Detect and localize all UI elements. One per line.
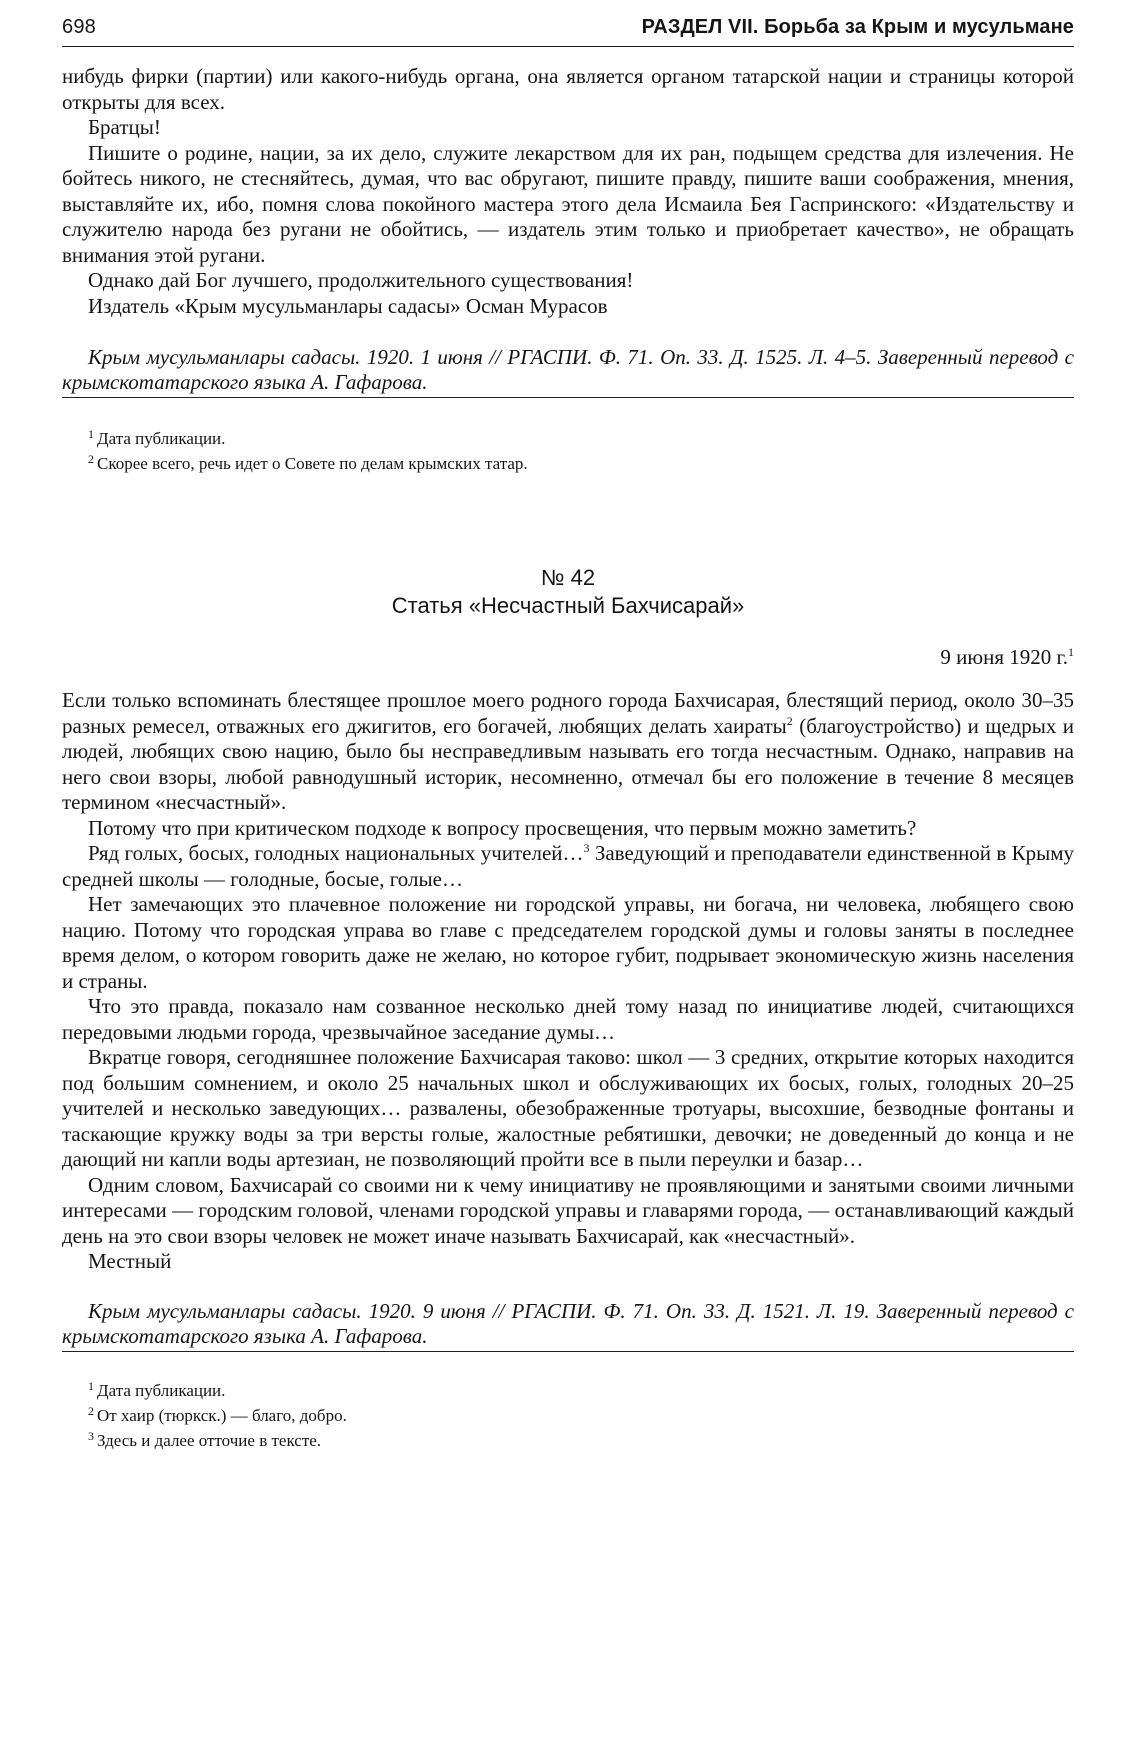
continuation-paragraph: нибудь фирки (партии) или какого-нибудь органа, она является органом татарской нации и страницы которой открыты для всех. xyxy=(62,64,1074,114)
page-number: 698 xyxy=(62,16,96,38)
paragraph-text: Если только вспоминать блестящее прошлое моего родного города Бахчисарая, блестящий период, около 30–35 разных ремесел, отважных его джигитов, его богачей, любящих делать хаираты xyxy=(62,688,1074,738)
document-number: № 42 xyxy=(540,565,596,590)
footnote-text: Дата публикации. xyxy=(97,429,226,448)
footnote-ref: 2 xyxy=(786,713,793,728)
continuation-paragraph: Однако дай Бог лучшего, продолжительного существования! xyxy=(88,268,634,292)
date-text: 9 июня 1920 г. xyxy=(940,645,1068,669)
article-signature: Местный xyxy=(88,1249,172,1273)
footnote-ref: 1 xyxy=(1068,645,1074,659)
footnote-item xyxy=(62,1426,1074,1451)
running-header xyxy=(62,16,1074,47)
article-paragraph xyxy=(62,841,1074,892)
source-citation-block xyxy=(62,345,1074,398)
article-paragraph: Одним словом, Бахчисарай со своими ни к чему инициативу не проявляющими и занятыми своими личными интересами — городским головой, членами городской управы и главарями города, — останавливающий каждый день на это свои взоры человек не может иначе называть Бахчисарай, как «несчастный». xyxy=(62,1172,1074,1248)
source-citation: Крым мусульманлары садасы. 1920. 1 июня // РГАСПИ. Ф. 71. Оп. 33. Д. 1525. Л. 4–5. Заверенный перевод с крымскотатарского языка А. Гафарова. xyxy=(62,345,1074,394)
footnote-text: Здесь и далее отточие в тексте. xyxy=(97,1430,322,1450)
footnote-item xyxy=(62,449,1074,474)
source-citation-block xyxy=(62,1299,1074,1352)
footnote-mark: 3 xyxy=(88,1428,94,1443)
footnote-mark: 1 xyxy=(88,427,94,441)
footnote-item xyxy=(62,1401,1074,1426)
continuation-paragraph: Братцы! xyxy=(88,115,161,139)
document-title: Статья «Несчастный Бахчисарай» xyxy=(391,593,745,618)
footnote-item xyxy=(62,424,1074,449)
section-title: РАЗДЕЛ VII. Борьба за Крым и мусульмане xyxy=(641,16,1074,38)
continuation-paragraph: Пишите о родине, нации, за их дело, служите лекарством для их ран, подыщем средства для излечения. Не бойтесь никого, не стесняйтесь, думая, что вас обругают, пишите правду, пишите ваши соображения, мнения, выставляйте их, ибо, помня слова покойного мастера этого дела Исмаила Бея Гаспринского: «Издательству и служителю народа без ругани не обойтись, — издатель этим только и приобретает качество», не обращать внимания этой ругани. xyxy=(62,140,1074,267)
footnote-mark: 2 xyxy=(88,1403,94,1418)
document-date xyxy=(62,644,1074,670)
footnote-ref: 3 xyxy=(583,841,590,855)
paragraph-text: Заведующий и преподаватели единственной в Крыму средней школы — голодные, босые, голые… xyxy=(62,841,1074,891)
footnotes-1 xyxy=(62,424,1074,474)
paragraph-text: Ряд голых, босых, голодных национальных учителей… xyxy=(88,841,584,865)
source-citation: Крым мусульманлары садасы. 1920. 9 июня // РГАСПИ. Ф. 71. Оп. 33. Д. 1521. Л. 19. Заверенный перевод с крымскотатарского языка А. Гафарова. xyxy=(62,1298,1074,1348)
footnote-mark: 1 xyxy=(88,1378,94,1393)
footnote-item xyxy=(62,1376,1074,1401)
paragraph-text: (благоустройство) и щедрых и людей, любящих свою нацию, было бы несправедливым называть его тогда несчастным. Однако, направив на него свои взоры, любой равнодушный историк, несомненно, отмечал бы его положение в течение 8 месяцев термином «несчастный». xyxy=(62,713,1074,814)
footnote-mark: 2 xyxy=(88,452,94,466)
footnote-text: Дата публикации. xyxy=(97,1380,226,1400)
footnote-text: От хаир (тюркск.) — благо, добро. xyxy=(97,1405,347,1425)
article-paragraph: Потому что при критическом подходе к вопросу просвещения, что первым можно заметить? xyxy=(88,815,917,840)
article-paragraph: Нет замечающих это плачевное положение ни городской управы, ни богача, ни человека, любящего свою нацию. Потому что городская управа во главе с председателем городской думы и головы заняты в последнее время делом, о котором говорить даже не желаю, но которое губит, подрывает экономическую жизнь населения и страны. xyxy=(62,892,1074,993)
page-content xyxy=(62,64,1074,1451)
footnotes-2 xyxy=(62,1376,1074,1451)
article-paragraph: Что это правда, показало нам созванное несколько дней тому назад по инициативе людей, считающихся передовыми людьми города, чрезвычайное заседание думы… xyxy=(62,994,1074,1044)
footnote-text: Скорее всего, речь идет о Совете по делам крымских татар. xyxy=(97,454,528,473)
article-paragraph: Вкратце говоря, сегодняшнее положение Бахчисарая таково: школ — 3 средних, открытие которых находится под большим сомнением, и около 25 начальных школ и обслуживающих их босых, голых, голодных 20–25 учителей и несколько заведующих… развалены, обезображенные тротуары, высохшие, безводные фонтаны и таскающие кружку воды за три версты голые, жалостные ребятишки, девочки; не доведенный до конца и не дающий ни капли воды артезиан, не позволяющий пройти все в пыли переулки и базар… xyxy=(62,1045,1074,1171)
article-paragraph xyxy=(62,688,1074,816)
publisher-signature: Издатель «Крым мусульманлары садасы» Осман Мурасов xyxy=(88,293,608,318)
